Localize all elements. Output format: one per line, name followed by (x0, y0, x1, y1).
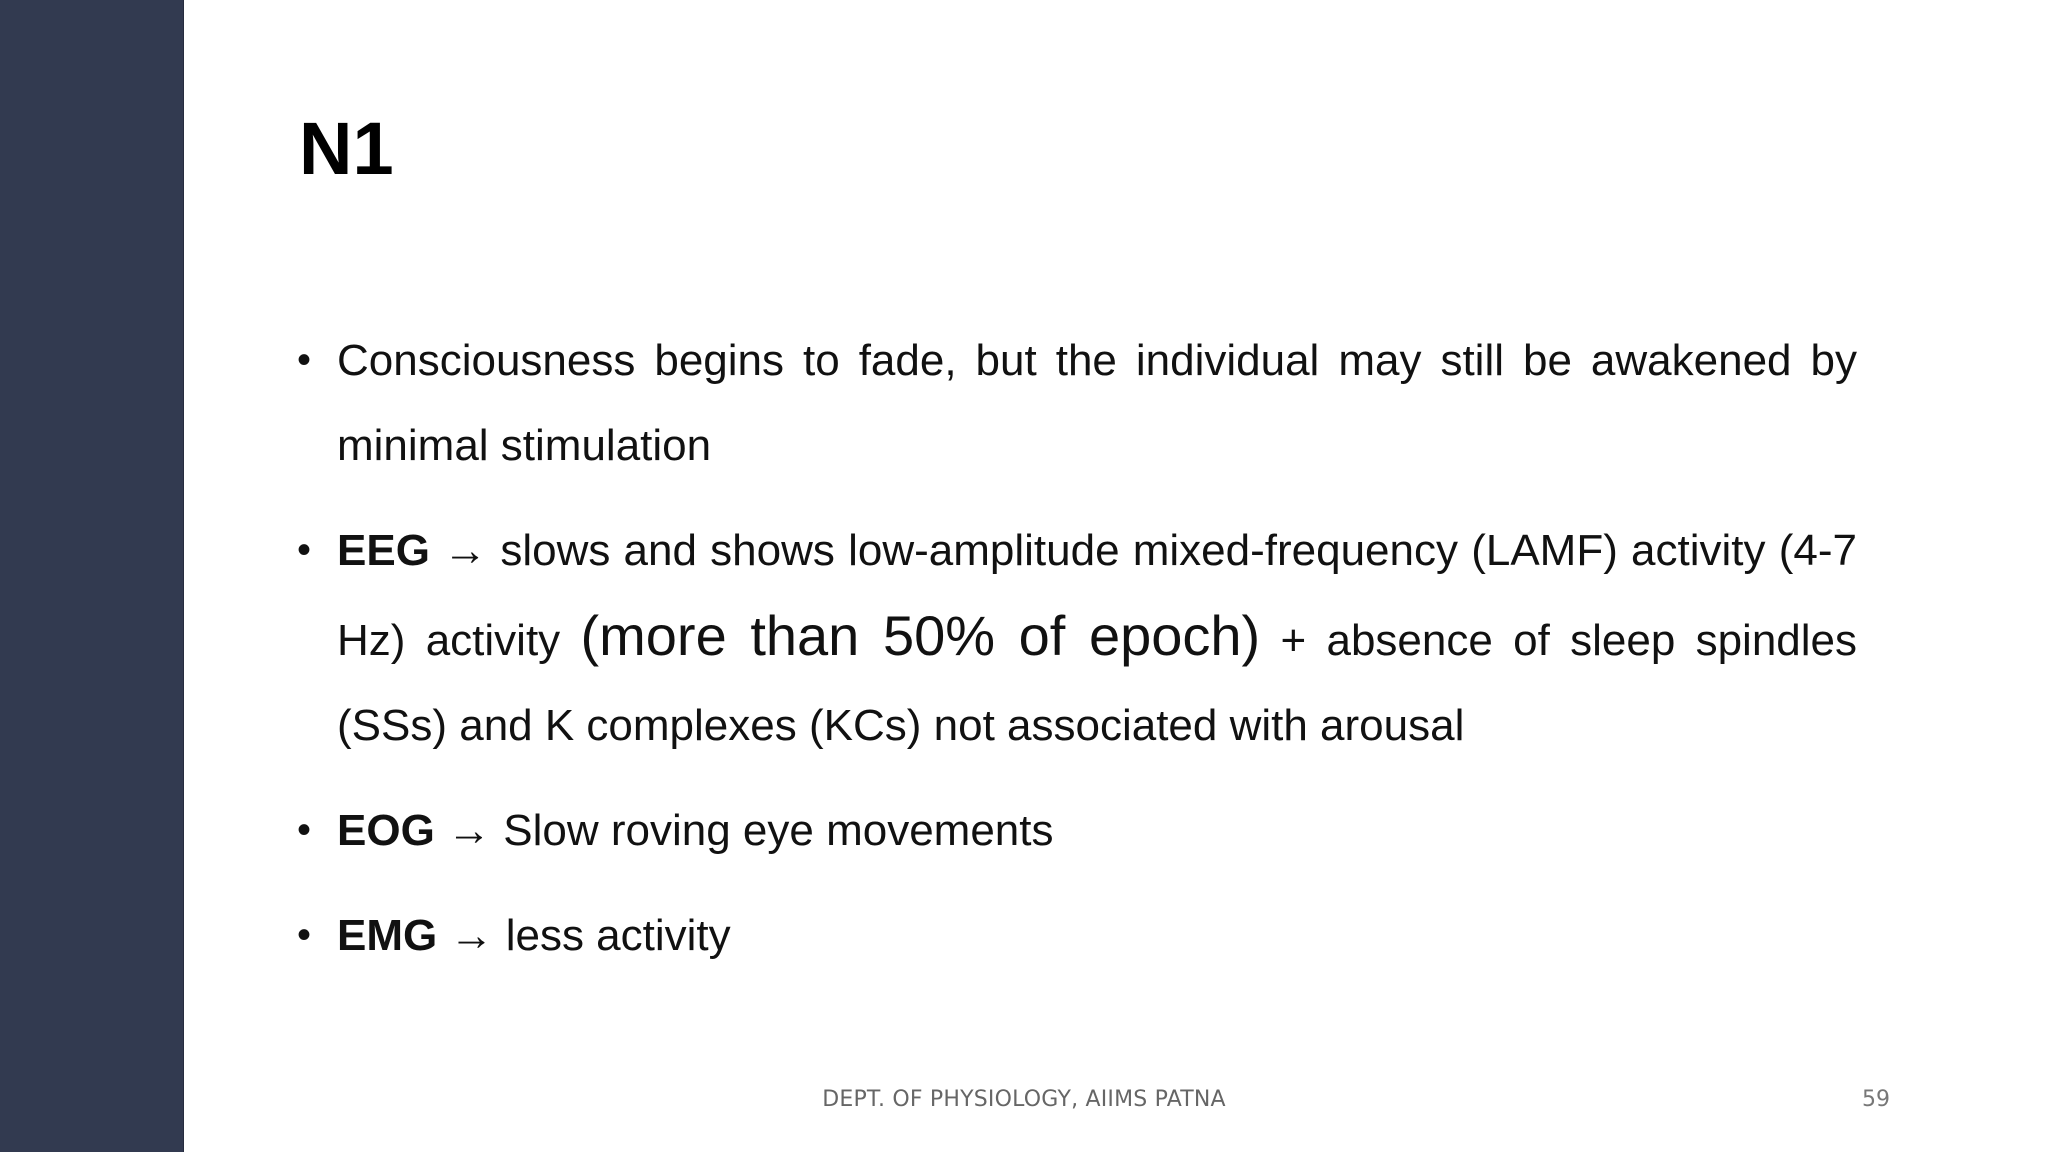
bullet-text: Slow roving eye movements (503, 806, 1054, 855)
arrow-icon: → (443, 526, 488, 575)
bullet-emg (297, 893, 1857, 978)
bullet-consciousness (297, 318, 1857, 488)
bullet-dot-icon: • (297, 913, 312, 957)
bullet-label: EMG (337, 911, 438, 960)
bullet-text: less activity (505, 911, 731, 960)
bullet-label: EEG (337, 526, 430, 575)
page-number: 59 (1862, 1087, 1890, 1112)
bullet-text: slows and shows low-amplitude mixed-frequency (LAMF) activity (4-7 Hz) activity (337, 526, 1857, 665)
bullet-eog (297, 788, 1857, 873)
sidebar-accent (0, 0, 184, 1152)
arrow-icon: → (449, 911, 494, 960)
bullet-list (297, 318, 1857, 998)
arrow-icon: → (447, 806, 492, 855)
bullet-text: + absence of sleep spindles (SSs) and K complexes (KCs) not associated with arousal (337, 616, 1858, 750)
bullet-dot-icon: • (297, 528, 312, 572)
bullet-label: EOG (337, 806, 435, 855)
footer-text: DEPT. OF PHYSIOLOGY, AIIMS PATNA (822, 1087, 1226, 1112)
bullet-dot-icon: • (297, 808, 312, 852)
slide-title: N1 (299, 107, 394, 190)
bullet-text-emphasis: (more than 50% of epoch) (580, 604, 1261, 667)
bullet-text: Consciousness begins to fade, but the individual may still be awakened by minimal stimulation (337, 336, 1857, 470)
bullet-eeg (297, 508, 1857, 768)
bullet-dot-icon: • (297, 338, 312, 382)
